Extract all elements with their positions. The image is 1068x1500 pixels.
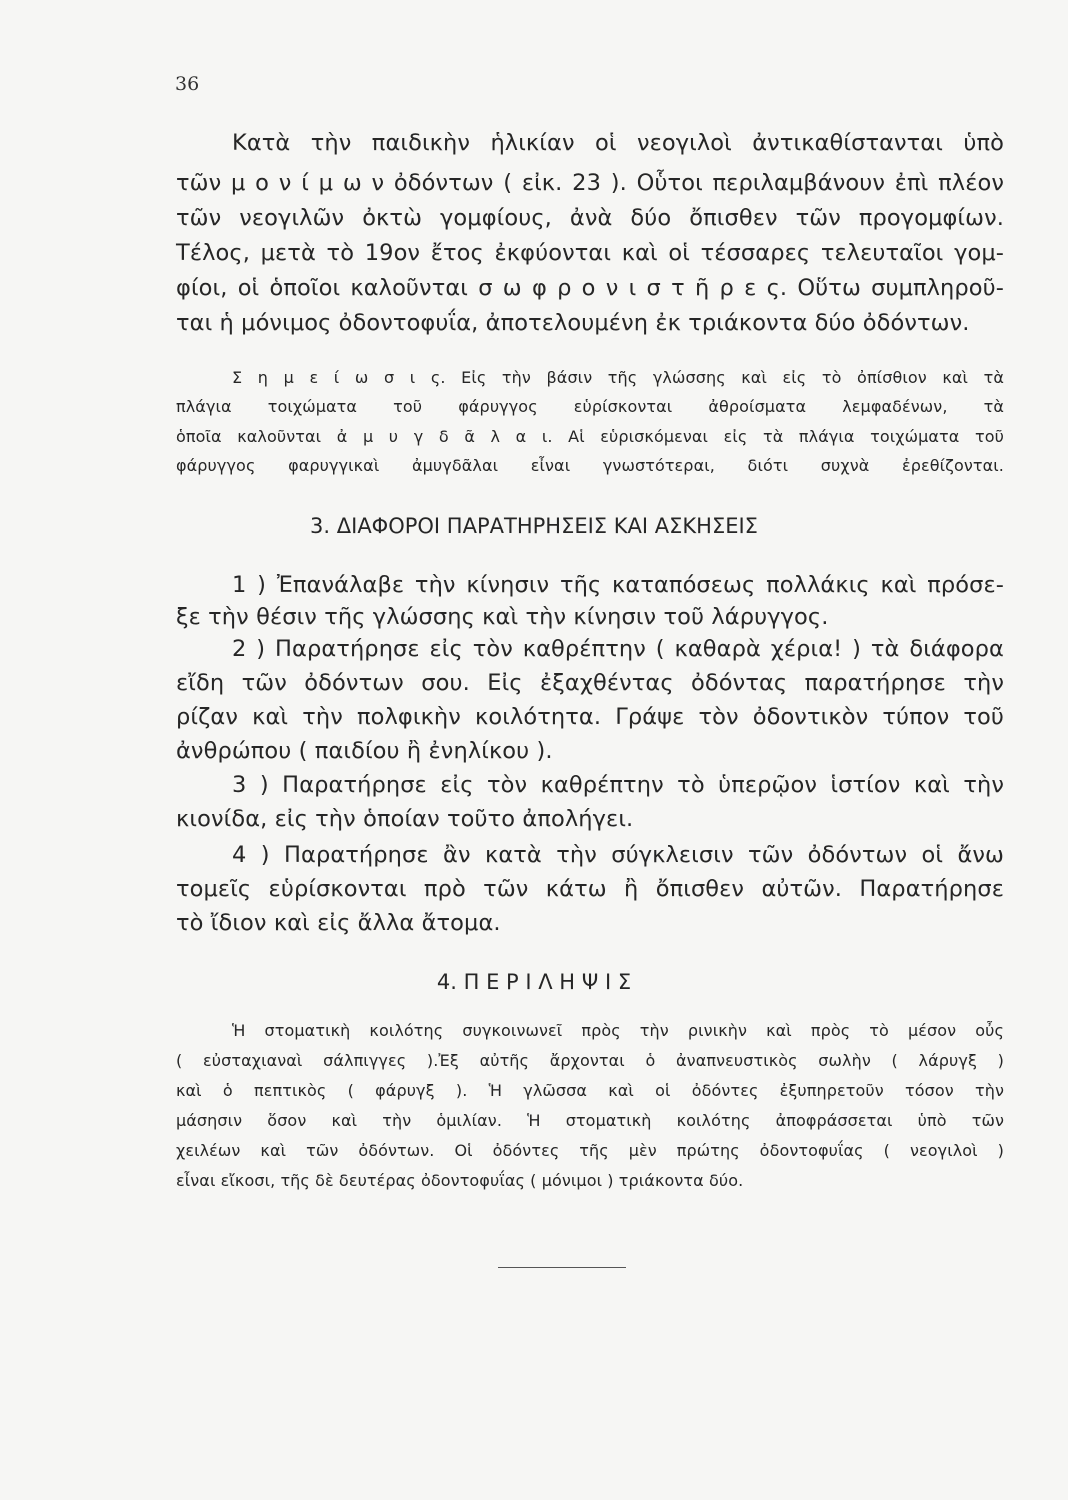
paragraph-line: φίοι, οἱ ὁποῖοι καλοῦνται σ ω φ ρ ο ν ι σ τ ῆ ρ ε ς. Οὕτω συμπληροῦ- — [176, 275, 1004, 301]
exercise-line: κιονίδα, εἰς τὴν ὁποίαν τοῦτο ἀπολήγει. — [176, 806, 634, 832]
exercise-line: 1 ) Ἐπανάλαβε τὴν κίνησιν τῆς καταπόσεως πολλάκις καὶ πρόσε- — [232, 572, 1004, 598]
paragraph-line: ται ἡ μόνιμος ὀδοντοφυΐα, ἀποτελουμένη ἐκ τριάκοντα δύο ὀδόντων. — [176, 310, 970, 336]
section-heading: 3. ΔΙΑΦΟΡΟΙ ΠΑΡΑΤΗΡΗΣΕΙΣ ΚΑΙ ΑΣΚΗΣΕΙΣ — [310, 514, 758, 538]
summary-line: καὶ ὁ πεπτικὸς ( φάρυγξ ). Ἡ γλῶσσα καὶ οἱ ὀδόντες ἐξυπηρετοῦν τόσον τὴν — [176, 1081, 1004, 1100]
paragraph-line: Τέλος, μετὰ τὸ 19ον ἔτος ἐκφύονται καὶ οἱ τέσσαρες τελευταῖοι γομ- — [176, 240, 1004, 266]
exercise-line: τομεῖς εὑρίσκονται πρὸ τῶν κάτω ἢ ὄπισθεν αὐτῶν. Παρατήρησε — [176, 876, 1004, 902]
paragraph-line: τῶν νεογιλῶν ὀκτὼ γομφίους, ἀνὰ δύο ὄπισθεν τῶν προγομφίων. — [176, 205, 1004, 231]
page-number: 36 — [175, 73, 200, 95]
summary-line: μάσησιν ὅσον καὶ τὴν ὁμιλίαν. Ἡ στοματικὴ κοιλότης ἀποφράσσεται ὑπὸ τῶν — [176, 1111, 1004, 1130]
note-line: Σ η μ ε ί ω σ ι ς. Εἰς τὴν βάσιν τῆς γλώσσης καὶ εἰς τὸ ὀπίσθιον καὶ τὰ — [232, 368, 1004, 387]
exercise-line: 2 ) Παρατήρησε εἰς τὸν καθρέπτην ( καθαρὰ χέρια! ) τὰ διάφορα — [232, 636, 1004, 662]
exercise-line: εἴδη τῶν ὀδόντων σου. Εἰς ἐξαχθέντας ὀδόντας παρατήρησε τὴν — [176, 670, 1004, 696]
exercise-line: ρίζαν καὶ τὴν πολφικὴν κοιλότητα. Γράψε τὸν ὀδοντικὸν τύπον τοῦ — [176, 704, 1004, 730]
note-line: πλάγια τοιχώματα τοῦ φάρυγγος εὑρίσκονται ἀθροίσματα λεμφαδένων, τὰ — [176, 397, 1004, 416]
summary-line: Ἡ στοματικὴ κοιλότης συγκοινωνεῖ πρὸς τὴν ρινικὴν καὶ πρὸς τὸ μέσον οὖς — [232, 1021, 1004, 1040]
exercise-line: ξε τὴν θέσιν τῆς γλώσσης καὶ τὴν κίνησιν τοῦ λάρυγγος. — [176, 604, 829, 630]
note-line: ὁποῖα καλοῦνται ἀ μ υ γ δ ᾶ λ α ι. Αἱ εὑρισκόμεναι εἰς τὰ πλάγια τοιχώματα τοῦ — [176, 427, 1004, 446]
summary-line: εἶναι εἴκοσι, τῆς δὲ δευτέρας ὀδοντοφυΐας ( μόνιμοι ) τριάκοντα δύο. — [176, 1171, 744, 1190]
section-heading: 4. Π Ε Ρ Ι Λ Η Ψ Ι Σ — [436, 970, 632, 994]
note-line: φάρυγγος φαρυγγικαὶ ἀμυγδᾶλαι εἶναι γνωστότεραι, διότι συχνὰ ἐρεθίζονται. — [176, 456, 1004, 475]
exercise-line: 4 ) Παρατήρησε ἂν κατὰ τὴν σύγκλεισιν τῶν ὀδόντων οἱ ἄνω — [232, 842, 1004, 868]
paragraph-line: τῶν μ ο ν ί μ ω ν ὀδόντων ( εἰκ. 23 ). Οὗτοι περιλαμβάνουν ἐπὶ πλέον — [176, 170, 1004, 196]
exercise-line: τὸ ἴδιον καὶ εἰς ἄλλα ἄτομα. — [176, 910, 501, 936]
summary-line: χειλέων καὶ τῶν ὀδόντων. Οἱ ὀδόντες τῆς μὲν πρώτης ὀδοντοφυΐας ( νεογιλοὶ ) — [176, 1141, 1004, 1160]
summary-line: ( εὐσταχιαναὶ σάλπιγγες ).Ἐξ αὐτῆς ἄρχονται ὁ ἀναπνευστικὸς σωλὴν ( λάρυγξ ) — [176, 1051, 1004, 1070]
paragraph-line: Κατὰ τὴν παιδικὴν ἡλικίαν οἱ νεογιλοὶ ἀντικαθίστανται ὑπὸ — [232, 130, 1004, 156]
end-rule — [498, 1267, 626, 1268]
exercise-line: ἀνθρώπου ( παιδίου ἢ ἐνηλίκου ). — [176, 738, 553, 764]
exercise-line: 3 ) Παρατήρησε εἰς τὸν καθρέπτην τὸ ὑπερῷον ἱστίον καὶ τὴν — [232, 772, 1004, 798]
